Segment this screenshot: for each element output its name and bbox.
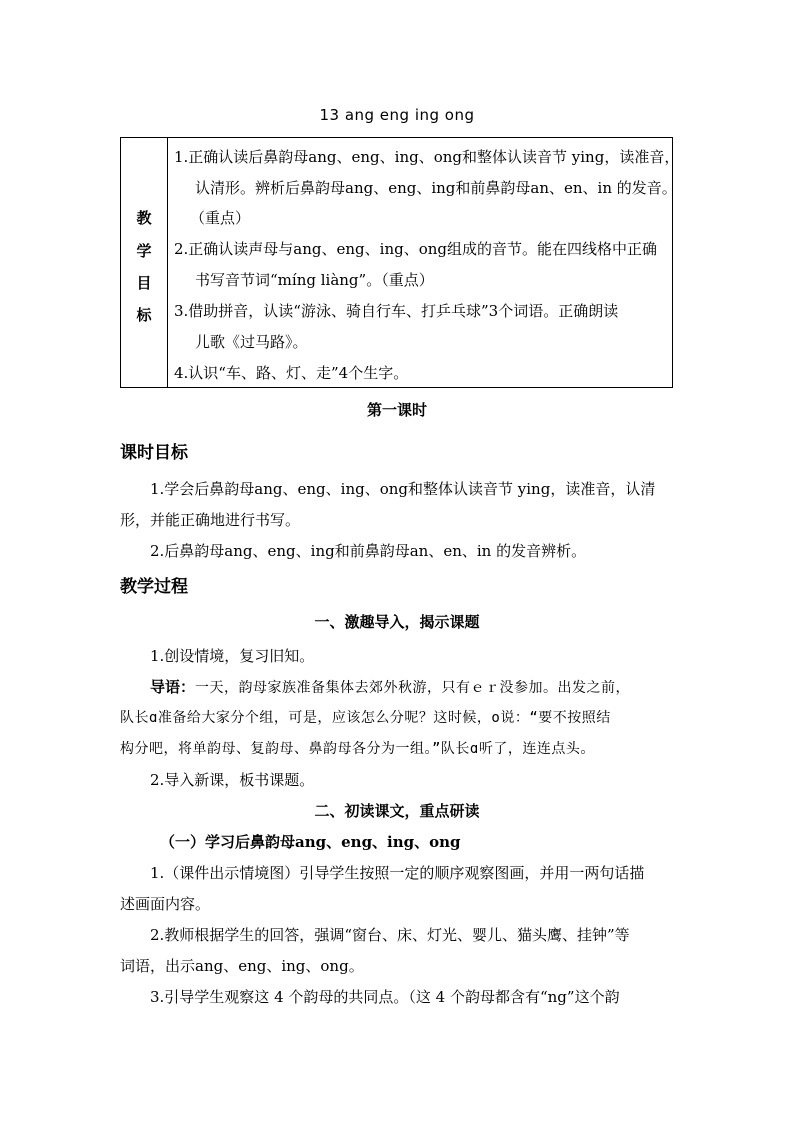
- intro-paragraph-line: 队长ɑ准备给大家分个组，可是，应该怎么分呢？这时候，o说：“要不按照结: [120, 710, 611, 726]
- label-char: 标: [136, 306, 152, 324]
- intro-label: 导语：: [150, 678, 196, 696]
- intro-text: 一天，韵母家族准备集体去郊外秋游，只有ｅｒ没参加。出发之前，: [195, 680, 631, 696]
- objective-line: 1.学会后鼻韵母ang、eng、ing、ong和整体认读音节 ying，读准音，认清: [150, 480, 656, 498]
- subsection-title: （一）学习后鼻韵母ang、eng、ing、ong: [160, 833, 461, 851]
- process-line: 3.引导学生观察这 4 个韵母的共同点。（这 4 个韵母都含有“ng”这个韵: [150, 988, 620, 1006]
- process-item: 2.导入新课，板书课题。: [150, 771, 315, 789]
- goal-line: 认清形。辨析后鼻韵母ang、eng、ing和前鼻韵母an、en、in 的发音。: [195, 179, 677, 197]
- goal-line: 4.认识“车、路、灯、走”4个生字。: [174, 364, 409, 382]
- label-char: 教: [136, 209, 152, 227]
- process-line: 1.（课件出示情境图）引导学生按照一定的顺序观察图画，并用一两句话描: [150, 864, 645, 882]
- objective-line: 2.后鼻韵母ang、eng、ing和前鼻韵母an、en、in 的发音辨析。: [150, 542, 587, 560]
- process-line: 述画面内容。: [120, 895, 211, 913]
- lesson-heading: 第一课时: [366, 401, 427, 419]
- goal-line: 儿歌《过马路》。: [195, 333, 308, 351]
- goal-line: 3.借助拼音，认读“游泳、骑自行车、打乒乓球”3个词语。正确朗读: [174, 302, 619, 320]
- intro-paragraph-line: [150, 677, 630, 698]
- process-heading: 教学过程: [120, 577, 188, 597]
- intro-paragraph-line: 构分吧，将单韵母、复韵母、鼻韵母各分为一组。”队长ɑ听了，连连点头。: [120, 741, 595, 757]
- teaching-goals-label: [121, 138, 168, 387]
- objectives-heading: 课时目标: [120, 443, 188, 463]
- goal-line: （重点）: [190, 209, 251, 227]
- label-char: 目: [136, 274, 152, 292]
- label-char: 学: [136, 242, 152, 260]
- goal-line: 1.正确认读后鼻韵母ang、eng、ing、ong和整体认读音节 ying，读准音，: [174, 148, 680, 166]
- lesson-title: 13 ang eng ing ong: [319, 106, 475, 124]
- process-line: 词语，出示ang、eng、ing、ong。: [120, 957, 364, 975]
- objective-line: 形，并能正确地进行书写。: [120, 511, 301, 529]
- section-title: 二、初读课文，重点研读: [314, 802, 480, 820]
- section-title: 一、激趣导入，揭示课题: [314, 613, 480, 631]
- goal-line: 2.正确认读声母与ang、eng、ing、ong组成的音节。能在四线格中正确: [174, 240, 658, 258]
- goal-line: 书写音节词“míng liàng”。（重点）: [195, 271, 434, 289]
- teaching-goals-content: [168, 138, 680, 387]
- process-line: 2.教师根据学生的回答，强调“窗台、床、灯光、婴儿、猫头鹰、挂钟”等: [150, 926, 630, 944]
- process-item: 1.创设情境，复习旧知。: [150, 647, 315, 665]
- teaching-goals-table: [120, 137, 680, 388]
